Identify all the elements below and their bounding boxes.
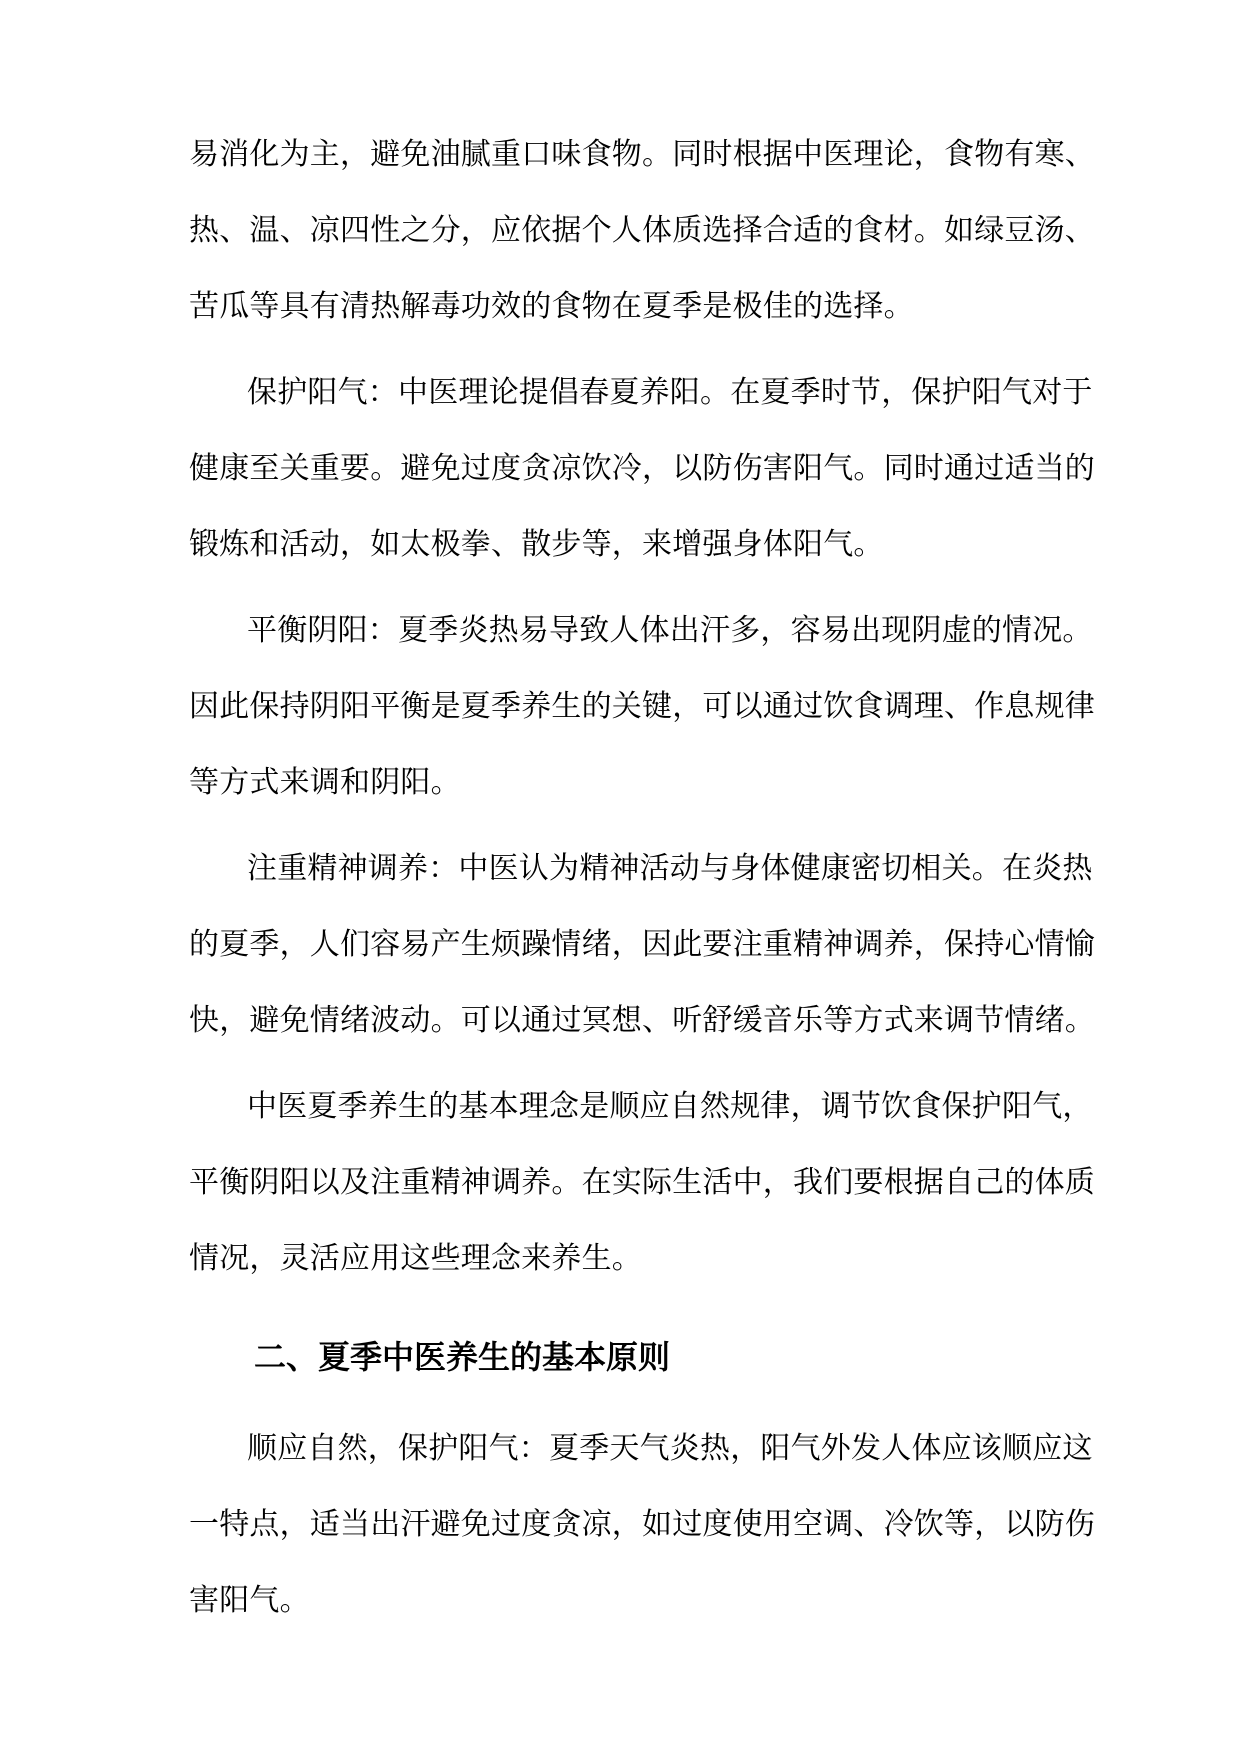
paragraph-line: 热、温、凉四性之分，应依据个人体质选择合适的食材。如绿豆汤、	[189, 213, 1095, 248]
paragraph-line: 害阳气。	[189, 1583, 310, 1618]
paragraph-line: 快，避免情绪波动。可以通过冥想、听舒缓音乐等方式来调节情绪。	[189, 1003, 1095, 1038]
paragraph-line: 易消化为主，避免油腻重口味食物。同时根据中医理论，食物有寒、	[189, 137, 1095, 172]
paragraph-line: 顺应自然，保护阳气：夏季天气炎热，阳气外发人体应该顺应这	[247, 1431, 1093, 1466]
paragraph-line: 健康至关重要。避免过度贪凉饮冷，以防伤害阳气。同时通过适当的	[189, 451, 1095, 486]
paragraph-line: 因此保持阴阳平衡是夏季养生的关键，可以通过饮食调理、作息规律	[189, 689, 1095, 724]
paragraph-line: 的夏季，人们容易产生烦躁情绪，因此要注重精神调养，保持心情愉	[189, 927, 1095, 962]
paragraph-line: 苦瓜等具有清热解毒功效的食物在夏季是极佳的选择。	[189, 289, 914, 324]
paragraph-line: 情况，灵活应用这些理念来养生。	[189, 1241, 642, 1276]
paragraph-line: 锻炼和活动，如太极拳、散步等，来增强身体阳气。	[189, 527, 884, 562]
paragraph-line: 中医夏季养生的基本理念是顺应自然规律，调节饮食保护阳气，	[247, 1089, 1093, 1124]
paragraph-line: 平衡阴阳：夏季炎热易导致人体出汗多，容易出现阴虚的情况。	[247, 613, 1093, 648]
paragraph-line: 保护阳气：中医理论提倡春夏养阳。在夏季时节，保护阳气对于	[247, 375, 1093, 410]
paragraph-line: 注重精神调养：中医认为精神活动与身体健康密切相关。在炎热	[247, 851, 1093, 886]
paragraph-line: 一特点，适当出汗避免过度贪凉，如过度使用空调、冷饮等，以防伤	[189, 1507, 1095, 1542]
paragraph-line: 平衡阴阳以及注重精神调养。在实际生活中，我们要根据自己的体质	[189, 1165, 1095, 1200]
paragraph-line: 等方式来调和阴阳。	[189, 765, 461, 800]
section-heading: 二、夏季中医养生的基本原则	[254, 1338, 671, 1376]
